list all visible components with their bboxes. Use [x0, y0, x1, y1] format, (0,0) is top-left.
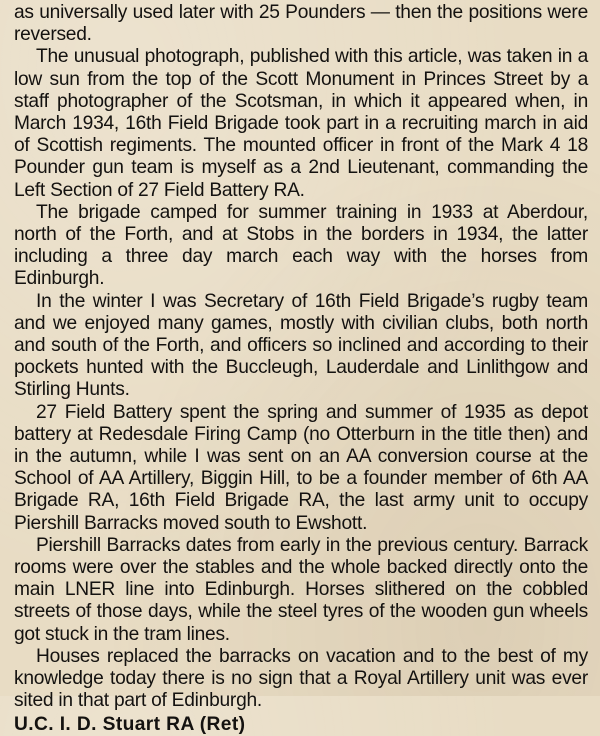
article-paragraph-photograph: The unusual photograph, published with this article, was taken in a low sun from the top of the Scott Monument in Princes Street by a staff photographer of the Scotsman, in which it appeared when, in March 1934, 16th Field Brigade took part in a recruiting march in aid of Scottish regiments. The mounted officer in front of the Mark 4 18 Pounder gun team is myself as a 2nd Lieutenant, commanding the Left Section of 27 Field Battery RA. — [14, 46, 588, 201]
article-paragraph-houses: Houses replaced the barracks on vacation and to the best of my knowledge today there is no sign that a Royal Artillery unit was ever sited in that part of Edinburgh. — [14, 645, 588, 712]
article-byline-cut-off: U.C. I. D. Stuart RA (Ret) — [14, 713, 246, 735]
article-paragraph-continued: as universally used later with 25 Pounders — then the positions were reversed. — [14, 2, 588, 46]
article-paragraph-piershill: Piershill Barracks dates from early in the previous century. Barrack rooms were over the stables and the whole backed directly onto the main LNER line into Edinburgh. Horses slithered on the cobbled streets of those days, while the steel tyres of the wooden gun wheels got stuck in the tram lines. — [14, 534, 588, 645]
article-paragraph-summer-training: The brigade camped for summer training in 1933 at Aberdour, north of the Forth, and at Stobs in the borders in 1934, the latter including a three day march each way with the horses from Edinburgh. — [14, 201, 588, 290]
article-paragraph-redesdale: 27 Field Battery spent the spring and summer of 1935 as depot battery at Redesdale Firing Camp (no Otterburn in the title then) and in the autumn, while I was sent on an AA conversion course at the School of AA Artillery, Biggin Hill, to be a founder member of 6th AA Brigade RA, 16th Field Brigade RA, the last army unit to occupy Piershill Barracks moved south to Ewshott. — [14, 401, 588, 534]
article-paragraph-rugby-team: In the winter I was Secretary of 16th Field Brigade’s rugby team and we enjoyed many games, mostly with civilian clubs, both north and south of the Forth, and officers so inclined and according to their pockets hunted with the Buccleugh, Lauderdale and Linlithgow and Stirling Hunts. — [14, 290, 588, 401]
article-page — [14, 2, 588, 735]
